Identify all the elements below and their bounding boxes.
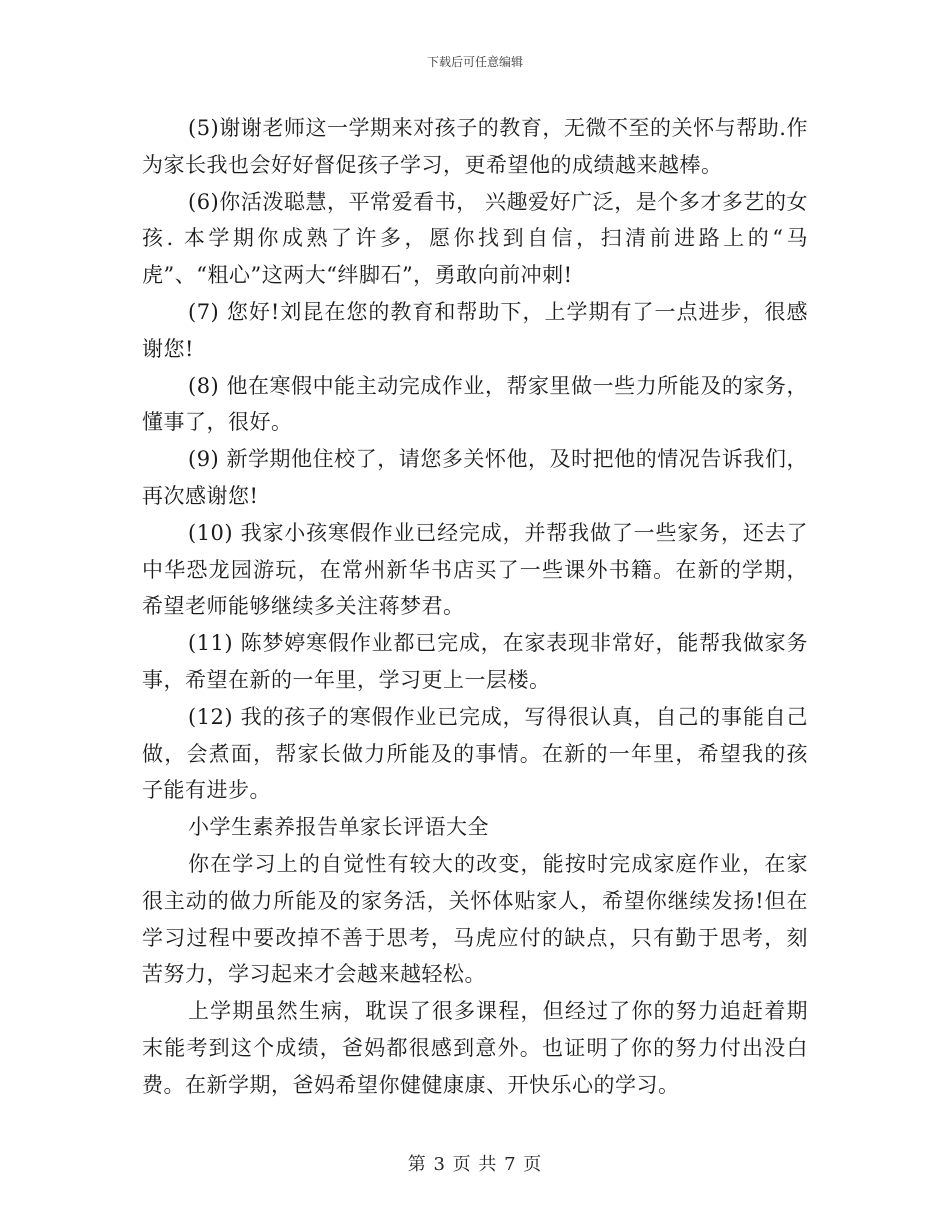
section-title: 小学生素养报告单家长评语大全 <box>188 815 489 840</box>
paragraph: (12) 我的孩子的寒假作业已完成，写得很认真，自己的事能自己做，会煮面，帮家长做力所能及的事情。在新的一年里，希望我的孩子能有进步。 <box>142 704 808 803</box>
paragraph: (11) 陈梦婷寒假作业都已完成，在家表现非常好，能帮我做家务事，希望在新的一年里，学习更上一层楼。 <box>142 631 808 692</box>
page-number: 第 3 页 共 7 页 <box>407 1154 543 1175</box>
paragraph: (5)谢谢老师这一学期来对孩子的教育，无微不至的关怀与帮助.作为家长我也会好好督促孩子学习，更希望他的成绩越来越棒。 <box>142 116 808 177</box>
page-header: 下载后可任意编辑 <box>426 55 523 69</box>
paragraph: (6)你活泼聪慧，平常爱看书， 兴趣爱好广泛，是个多才多艺的女孩. 本学期你成熟了许多，愿你找到自信，扫清前进路上的“马虎”、“粗心”这两大“绊脚石”，勇敢向前冲刺! <box>142 189 808 288</box>
paragraph: 上学期虽然生病，耽误了很多课程，但经过了你的努力追赶着期末能考到这个成绩，爸妈都很感到意外。也证明了你的努力付出没白费。在新学期，爸妈希望你健健康康、开快乐心的学习。 <box>142 999 808 1097</box>
paragraph: 你在学习上的自觉性有较大的改变，能按时完成家庭作业，在家很主动的做力所能及的家务活，关怀体贴家人，希望你继续发扬!但在学习过程中要改掉不善于思考，马虎应付的缺点，只有勤于思考，刻苦努力，学习起来才会越来越轻松。 <box>142 851 808 987</box>
paragraph: (7) 您好!刘昆在您的教育和帮助下，上学期有了一点进步，很感谢您! <box>142 299 808 361</box>
document-body <box>142 110 808 1104</box>
paragraph: (10) 我家小孩寒假作业已经完成，并帮我做了一些家务，还去了中华恐龙园游玩，在常州新华书店买了一些课外书籍。在新的学期，希望老师能够继续多关注蒋梦君。 <box>142 520 808 619</box>
paragraph: (9) 新学期他住校了，请您多关怀他，及时把他的情况告诉我们，再次感谢您! <box>142 447 808 508</box>
paragraph: (8) 他在寒假中能主动完成作业，帮家里做一些力所能及的家务，懂事了，很好。 <box>142 373 808 435</box>
